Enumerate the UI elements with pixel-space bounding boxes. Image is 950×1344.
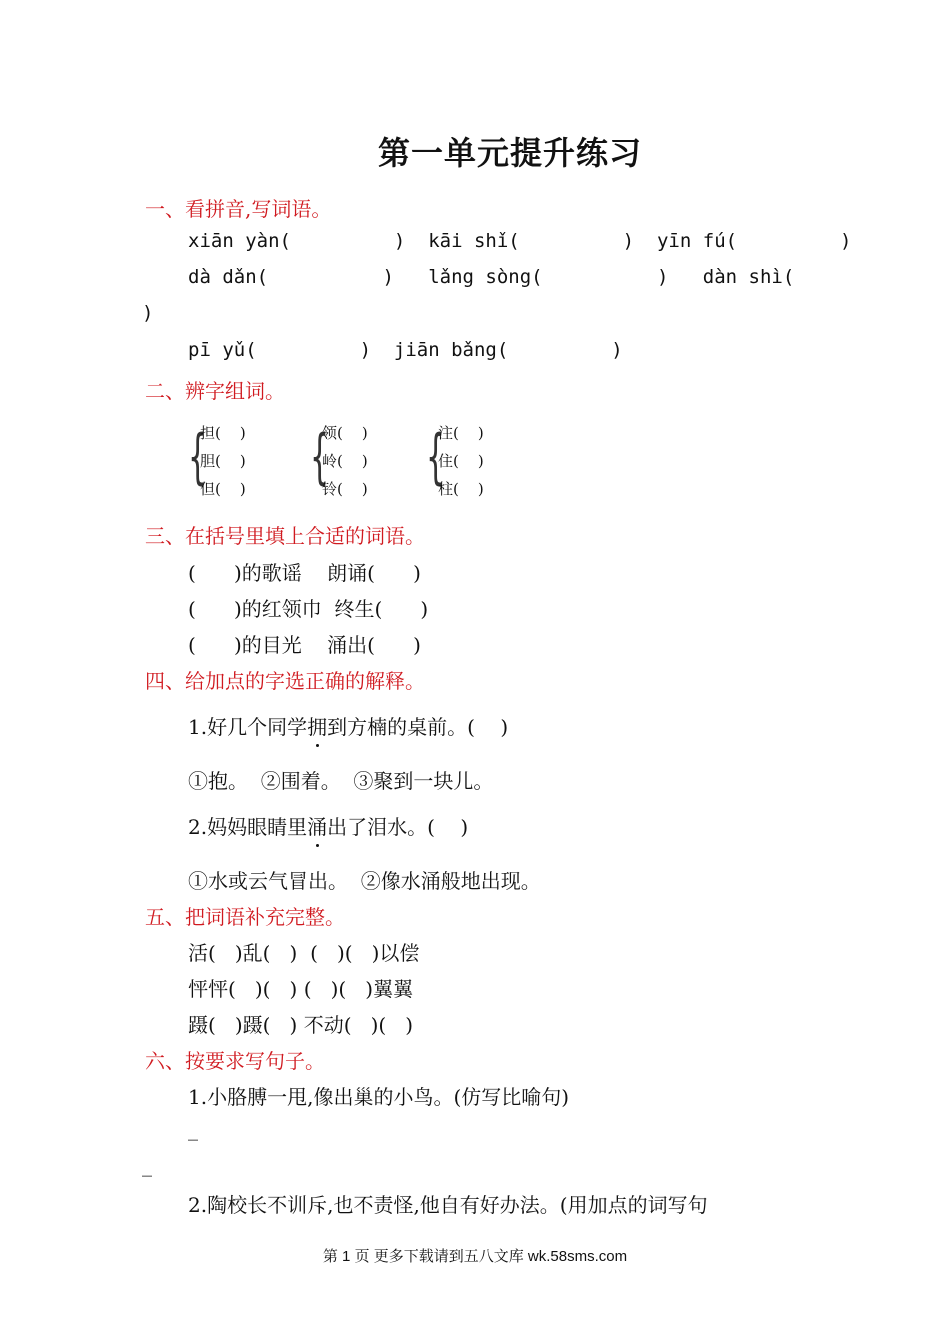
question-6-2: 2.陶校长不训斥,也不责怪,他自有好办法。(用加点的词写句 [188, 1193, 708, 1217]
char-item: 岭( ) [322, 452, 368, 470]
fill-row-1: ( )的歌谣 朗诵( ) [188, 561, 421, 585]
section-2-heading: 二、辨字组词。 [145, 379, 285, 403]
section-5-heading: 五、把词语补充完整。 [145, 905, 345, 929]
brace-icon: { [426, 422, 446, 492]
pinyin-row-3: pī yǔ( ) jiān bǎng( ) [188, 339, 623, 361]
idiom-row-2: 怦怦( )( ) ( )( )翼翼 [188, 977, 414, 1001]
pinyin-row-2-wrap: ) [142, 302, 154, 324]
char-item: 领( ) [322, 424, 368, 442]
idiom-row-1: 活( )乱( ) ( )( )以偿 [188, 941, 420, 965]
page-footer: 第 1 页 更多下载请到五八文库 wk.58sms.com [322, 1248, 628, 1265]
section-3-heading: 三、在括号里填上合适的词语。 [145, 524, 425, 548]
options-4-2: ①水或云气冒出。 ②像水涌般地出现。 [188, 869, 541, 893]
fill-row-2: ( )的红领巾 终生( ) [188, 597, 429, 621]
char-item: 但( ) [200, 480, 246, 498]
section-4-heading: 四、给加点的字选正确的解释。 [145, 669, 425, 693]
page-title: 第一单元提升练习 [377, 134, 642, 172]
question-6-1: 1.小胳膊一甩,像出巢的小鸟。(仿写比喻句) [188, 1085, 570, 1109]
pinyin-row-2: dà dǎn( ) lǎng sòng( ) dàn shì( [188, 266, 795, 288]
char-item: 铃( ) [322, 480, 368, 498]
section-6-heading: 六、按要求写句子。 [145, 1049, 325, 1073]
section-1-heading: 一、看拼音,写词语。 [145, 197, 332, 221]
emphasis-dot-icon [316, 744, 319, 747]
idiom-row-3: 蹑( )蹑( ) 不动( )( ) [188, 1013, 414, 1037]
fill-row-3: ( )的目光 涌出( ) [188, 633, 421, 657]
options-4-1: ①抱。 ②围着。 ③聚到一块儿。 [188, 769, 494, 793]
dotted-char: 涌 [307, 815, 327, 839]
pinyin-row-1: xiān yàn( ) kāi shǐ( ) yīn fú( ) [188, 230, 852, 252]
char-item: 担( ) [200, 424, 246, 442]
dotted-char: 拥 [307, 715, 327, 739]
char-item: 住( ) [438, 452, 484, 470]
answer-line-2: _ [142, 1153, 152, 1177]
char-item: 柱( ) [438, 480, 484, 498]
question-4-2: 2.妈妈眼睛里涌 出了泪水。( ) [188, 811, 468, 840]
question-4-1: 1.好几个同学拥 到方楠的桌前。( ) [188, 711, 508, 740]
answer-line-1: _ [188, 1117, 198, 1141]
char-item: 胆( ) [200, 452, 246, 470]
emphasis-dot-icon [316, 844, 319, 847]
brace-icon: { [310, 422, 330, 492]
char-item: 注( ) [438, 424, 484, 442]
brace-icon: { [188, 422, 208, 492]
